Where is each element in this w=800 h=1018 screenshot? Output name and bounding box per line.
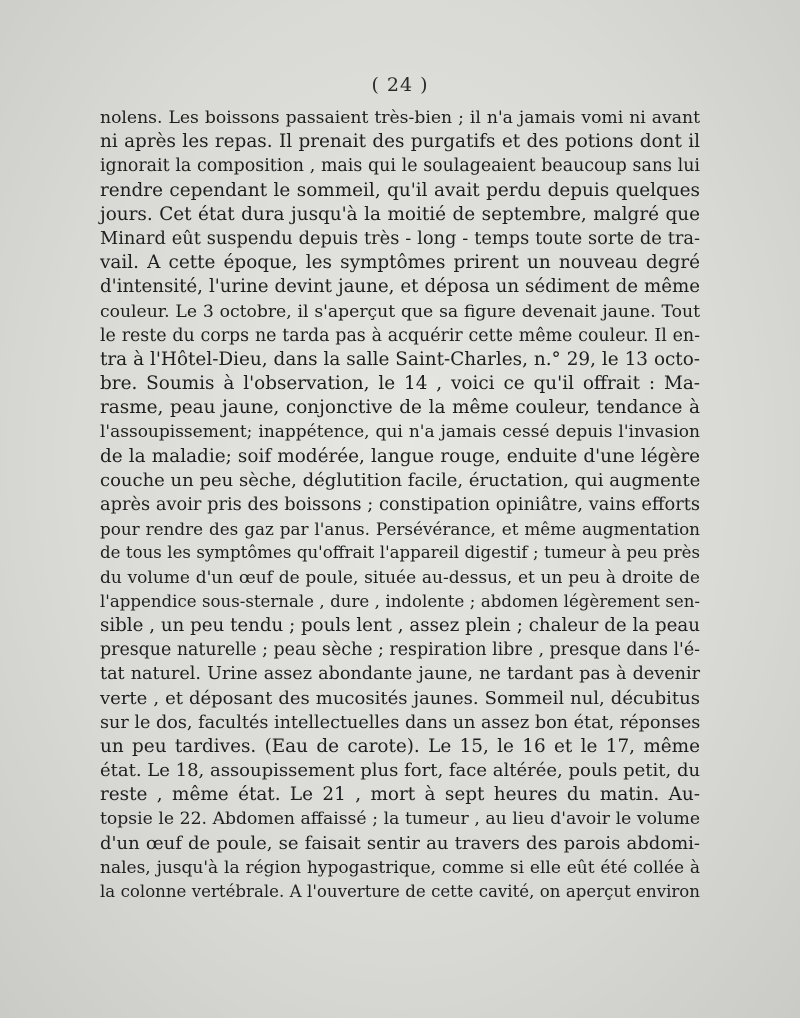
text-line: topsie le 22. Abdomen affaissé ; la tumeur , au lieu d'avoir le volume bbox=[100, 809, 700, 830]
text-line: nolens. Les boissons passaient très-bien ; il n'a jamais vomi ni avant bbox=[100, 108, 700, 128]
text-line: le reste du corps ne tarda pas à acquérir cette même couleur. Il en- bbox=[100, 325, 700, 346]
text-line: état. Le 18, assoupissement plus fort, face altérée, pouls petit, du bbox=[100, 760, 701, 782]
text-line: ignorait la composition , mais qui le soulageaient beaucoup sans lui bbox=[100, 156, 700, 177]
text-line: vail. A cette époque, les symptômes prirent un nouveau degré bbox=[100, 252, 700, 274]
text-line: rendre cependant le sommeil, qu'il avait perdu depuis quelques bbox=[100, 179, 700, 201]
text-line: rasme, peau jaune, conjonctive de la même couleur, tendance à bbox=[100, 397, 700, 419]
text-line: nales, jusqu'à la région hypogastrique, comme si elle eût été collée à bbox=[100, 857, 700, 878]
text-line: la colonne vertébrale. A l'ouverture de cette cavité, on aperçut environ bbox=[100, 882, 700, 901]
text-line: l'appendice sous-sternale , dure , indolente ; abdomen légèrement sen- bbox=[100, 591, 700, 611]
text-line: ni après les repas. Il prenait des purgatifs et des potions dont il bbox=[100, 131, 700, 153]
text-line: d'un œuf de poule, se faisait sentir au travers des parois abdomi- bbox=[100, 832, 700, 854]
text-line: d'intensité, l'urine devint jaune, et déposa un sédiment de même bbox=[100, 276, 700, 298]
text-line: de tous les symptômes qu'offrait l'appareil digestif ; tumeur à peu près bbox=[100, 543, 700, 563]
text-line: sible , un peu tendu ; pouls lent , assez plein ; chaleur de la peau bbox=[100, 614, 700, 636]
text-line: l'assoupissement; inappétence, qui n'a jamais cessé depuis l'invasion bbox=[100, 422, 700, 443]
text-line: couleur. Le 3 octobre, il s'aperçut que sa figure devenait jaune. Tout bbox=[100, 301, 700, 322]
text-line: tat naturel. Urine assez abondante jaune, ne tardant pas à devenir bbox=[100, 664, 700, 685]
page-number: ( 24 ) bbox=[371, 74, 429, 96]
text-line: Minard eût suspendu depuis très - long - temps toute sorte de tra- bbox=[100, 227, 700, 249]
text-line: jours. Cet état dura jusqu'à la moitié de septembre, malgré que bbox=[100, 203, 700, 225]
text-line: de la maladie; soif modérée, langue rouge, enduite d'une légère bbox=[100, 445, 700, 467]
text-line: après avoir pris des boissons ; constipation opiniâtre, vains efforts bbox=[100, 494, 700, 515]
text-line: du volume d'un œuf de poule, située au-dessus, et un peu à droite de bbox=[100, 567, 700, 588]
text-line: reste , même état. Le 21 , mort à sept heures du matin. Au- bbox=[100, 784, 700, 806]
text-line: un peu tardives. (Eau de carote). Le 15, le 16 et le 17, même bbox=[100, 735, 700, 757]
text-line: pour rendre des gaz par l'anus. Persévérance, et même augmentation bbox=[100, 519, 700, 540]
text-line: couche un peu sèche, déglutition facile, éructation, qui augmente bbox=[100, 469, 701, 491]
text-line: sur le dos, facultés intellectuelles dans un assez bon état, réponses bbox=[100, 712, 701, 733]
text-line: tra à l'Hôtel-Dieu, dans la salle Saint-Charles, n.° 29, le 13 octo- bbox=[100, 348, 700, 370]
body-text bbox=[100, 106, 700, 904]
text-line: presque naturelle ; peau sèche ; respiration libre , presque dans l'é- bbox=[100, 640, 700, 661]
text-line: bre. Soumis à l'observation, le 14 , voici ce qu'il offrait : Ma- bbox=[100, 373, 700, 395]
text-line: verte , et déposant des mucosités jaunes. Sommeil nul, décubitus bbox=[100, 687, 700, 709]
